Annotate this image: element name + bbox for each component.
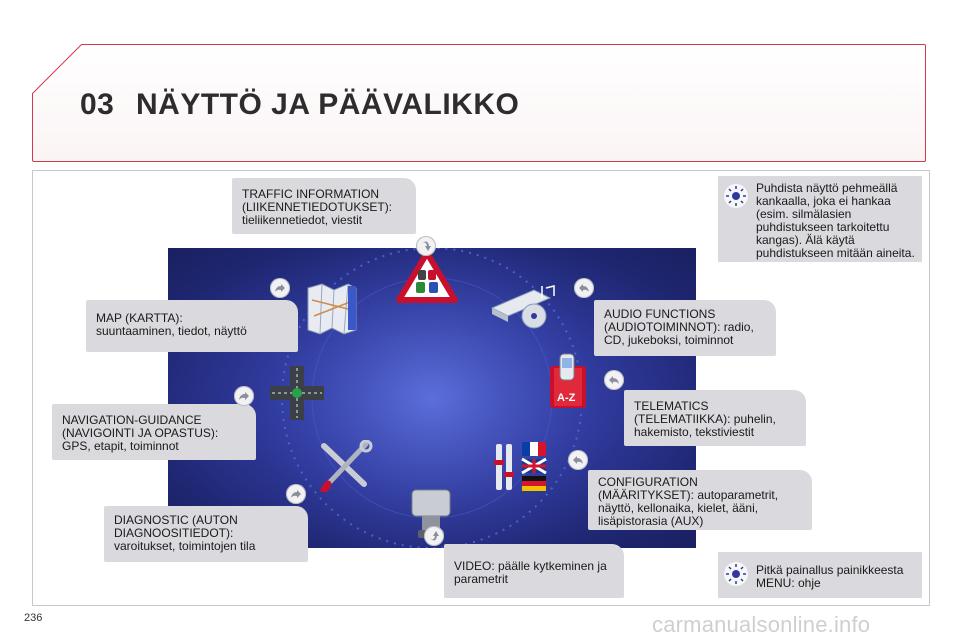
callout-telematics-line-1: TELEMATICS <box>634 399 709 413</box>
callout-map-line-2: suuntaaminen, tiedot, näyttö <box>96 324 247 338</box>
callout-audio <box>594 300 776 356</box>
callout-navigation-line-1: NAVIGATION-GUIDANCE <box>62 413 202 427</box>
callout-navigation <box>52 404 256 460</box>
map-pointer-arrow-icon <box>270 278 290 298</box>
settings-flags-icon <box>492 440 552 499</box>
callout-audio-line-1: AUDIO FUNCTIONS <box>604 307 716 321</box>
navigation-pointer-arrow-icon <box>234 386 254 406</box>
lightbulb-icon <box>724 562 748 586</box>
callout-audio-line-3: CD, jukeboksi, toiminnot <box>604 333 734 347</box>
callout-telematics-line-2: (TELEMATIIKKA): puhelin, <box>634 412 776 426</box>
callout-configuration-line-3: näyttö, kellonaika, kielet, ääni, <box>598 501 759 515</box>
configuration-pointer-arrow-icon <box>568 450 588 470</box>
tip-cleaning-line-4: puhdistukseen tarkoitettu <box>756 220 890 234</box>
tip-cleaning-line-2: kankaalla, joka ei hankaa <box>756 194 891 208</box>
callout-navigation-line-2: (NAVIGOINTI JA OPASTUS): <box>62 426 219 440</box>
callout-traffic-information <box>232 178 416 234</box>
callout-configuration <box>588 470 812 530</box>
page-number: 236 <box>24 612 43 624</box>
audio-pointer-arrow-icon <box>574 278 594 298</box>
callout-diagnostic-line-1: DIAGNOSTIC (AUTON <box>114 513 238 527</box>
header-corner-decoration <box>32 44 82 94</box>
callout-telematics-line-3: hakemisto, tekstiviestit <box>634 425 755 439</box>
video-pointer-arrow-icon <box>424 526 444 546</box>
telematics-pointer-arrow-icon <box>604 370 624 390</box>
tip-cleaning-line-5: kangas). Älä käytä <box>756 233 855 247</box>
tip-menu-line-2: MENU: ohje <box>756 576 821 590</box>
callout-configuration-line-2: (MÄÄRITYKSET): autoparametrit, <box>598 488 779 502</box>
crossroads-icon <box>270 366 324 425</box>
watermark: carmanualsonline.info <box>652 612 871 637</box>
phone-book-label: A-Z <box>557 392 576 404</box>
callout-diagnostic <box>104 506 308 562</box>
callout-video-line-1: VIDEO: päälle kytkeminen ja <box>454 559 607 573</box>
callout-telematics <box>624 390 806 446</box>
diagnostic-pointer-arrow-icon <box>286 484 306 504</box>
tip-cleaning-line-1: Puhdista näyttö pehmeällä <box>756 181 898 195</box>
callout-video <box>444 544 624 598</box>
chapter-number: 03 <box>80 88 115 121</box>
tip-cleaning-line-3: (esim. silmälasien <box>756 207 852 221</box>
callout-navigation-line-3: GPS, etapit, toiminnot <box>62 439 179 453</box>
callout-configuration-line-1: CONFIGURATION <box>598 475 698 489</box>
callout-audio-line-2: (AUDIOTOIMINNOT): radio, <box>604 320 754 334</box>
traffic-warning-icon <box>396 250 458 309</box>
map-icon <box>304 280 360 341</box>
page-title <box>80 88 519 122</box>
callout-traffic-line-2: (LIIKENNETIEDOTUKSET): <box>242 200 393 214</box>
callout-diagnostic-line-3: varoitukset, toimintojen tila <box>114 539 256 553</box>
callout-video-line-2: parametrit <box>454 572 509 586</box>
chapter-title: NÄYTTÖ JA PÄÄVALIKKO <box>136 88 520 121</box>
callout-diagnostic-line-2: DIAGNOOSITIEDOT): <box>114 526 234 540</box>
tip-menu-line-1: Pitkä painallus painikkeesta <box>756 563 904 577</box>
callout-traffic-line-1: TRAFFIC INFORMATION <box>242 187 380 201</box>
tools-icon <box>318 440 374 497</box>
callout-map <box>86 300 298 352</box>
callout-map-line-1: MAP (KARTTA): <box>96 311 183 325</box>
tip-menu-help <box>718 552 922 598</box>
phone-book-icon <box>546 352 590 417</box>
traffic-pointer-arrow-icon <box>416 236 436 256</box>
callout-configuration-line-4: lisäpistorasia (AUX) <box>598 514 704 528</box>
callout-traffic-line-3: tieliikennetiedot, viestit <box>242 213 363 227</box>
audio-cd-icon <box>490 282 560 337</box>
lightbulb-icon <box>724 184 748 208</box>
tip-cleaning-line-6: puhdistukseen mitään aineita. <box>756 246 915 260</box>
tip-cleaning <box>718 176 922 262</box>
